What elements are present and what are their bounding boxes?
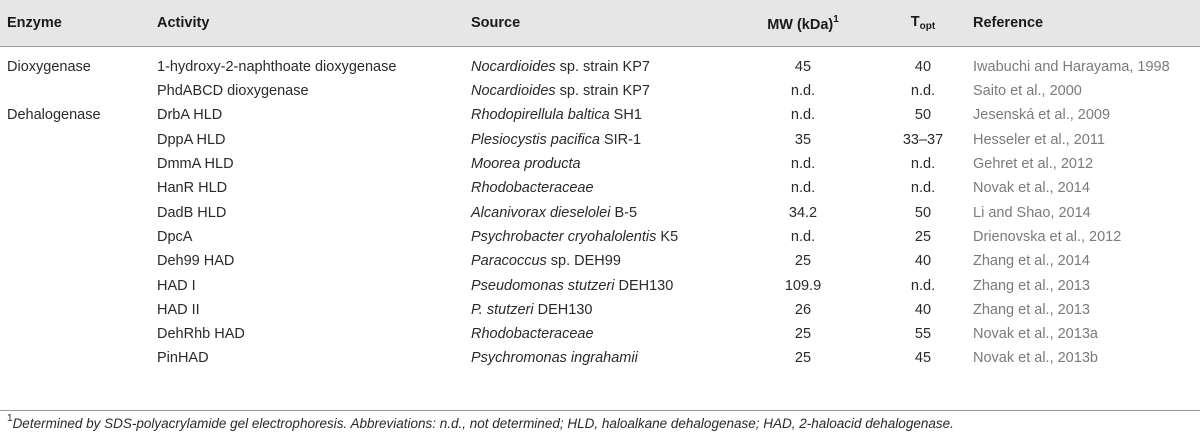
- source-organism: Nocardioides: [471, 59, 556, 75]
- source-organism: Alcanivorax dieselolei: [471, 204, 611, 221]
- cell-topt: n.d.: [910, 277, 936, 294]
- header-enzyme: Enzyme: [0, 0, 157, 47]
- source-strain: sp. DEH99: [546, 253, 621, 270]
- cell-mw: 35: [794, 131, 812, 148]
- cell-enzyme: [0, 128, 157, 152]
- footnote: [7, 413, 954, 431]
- cell-activity: DppA HLD: [157, 131, 226, 148]
- cell-reference: Novak et al., 2013b: [973, 350, 1098, 367]
- source-organism: Rhodobacteraceae: [471, 180, 594, 197]
- cell-activity: HAD I: [157, 277, 196, 294]
- header-topt-subscript: opt: [919, 21, 936, 32]
- source-organism: Paracoccus: [471, 253, 547, 270]
- cell-source: [471, 79, 733, 103]
- cell-activity: DpcA: [157, 228, 193, 245]
- cell-reference: Zhang et al., 2014: [973, 253, 1090, 270]
- cell-enzyme: [0, 249, 157, 273]
- cell-topt: 40: [914, 59, 932, 75]
- source-strain: B-5: [610, 204, 638, 221]
- header-mw: [733, 0, 873, 47]
- cell-mw: 26: [794, 301, 812, 318]
- cell-enzyme: [0, 346, 157, 370]
- table-row: [0, 273, 1200, 297]
- cell-reference: Gehret et al., 2012: [973, 156, 1094, 173]
- source-organism: Moorea producta: [471, 156, 581, 173]
- source-strain: sp. strain KP7: [555, 83, 650, 100]
- table-row: [0, 200, 1200, 224]
- cell-source: [471, 225, 733, 249]
- source-strain: sp. strain KP7: [555, 59, 650, 75]
- cell-topt: 40: [914, 253, 932, 270]
- cell-activity: HanR HLD: [157, 180, 228, 197]
- cell-topt: n.d.: [910, 83, 936, 100]
- source-organism: Rhodobacteraceae: [471, 326, 594, 343]
- source-strain: DEH130: [614, 277, 674, 294]
- cell-activity: 1-hydroxy-2-naphthoate dioxygenase: [157, 59, 397, 75]
- cell-reference: Iwabuchi and Harayama, 1998: [973, 59, 1170, 75]
- cell-reference: Zhang et al., 2013: [973, 277, 1090, 294]
- cell-reference: Novak et al., 2014: [973, 180, 1090, 197]
- cell-enzyme: [0, 298, 157, 322]
- cell-enzyme: [0, 322, 157, 346]
- header-reference: Reference: [973, 0, 1200, 47]
- header-source: Source: [471, 0, 733, 47]
- table-row: [0, 176, 1200, 200]
- cell-mw: 34.2: [788, 204, 818, 221]
- source-organism: Nocardioides: [471, 83, 556, 100]
- table-row: [0, 47, 1200, 80]
- cell-reference: Drienovska et al., 2012: [973, 228, 1122, 245]
- cell-activity: HAD II: [157, 301, 200, 318]
- footnote-mark: 1: [7, 413, 13, 424]
- cell-activity: PinHAD: [157, 350, 209, 367]
- cell-enzyme: [0, 273, 157, 297]
- cell-topt: 33–37: [902, 131, 944, 148]
- header-topt-label: T: [910, 14, 920, 30]
- cell-enzyme: [0, 152, 157, 176]
- cell-reference: Li and Shao, 2014: [973, 204, 1091, 221]
- header-mw-label: MW (kDa): [767, 16, 834, 33]
- table-body: [0, 47, 1200, 371]
- cell-topt: 40: [914, 301, 932, 318]
- cell-enzyme: [0, 79, 157, 103]
- header-activity: Activity: [157, 0, 471, 47]
- cell-mw: n.d.: [790, 107, 816, 124]
- header-row: [0, 0, 1200, 47]
- table-row: [0, 152, 1200, 176]
- cell-source: [471, 152, 733, 176]
- cell-mw: n.d.: [790, 83, 816, 100]
- cell-activity: DadB HLD: [157, 204, 227, 221]
- cell-reference: Zhang et al., 2013: [973, 301, 1090, 318]
- source-organism: Rhodopirellula baltica: [471, 107, 610, 124]
- cell-mw: 45: [794, 59, 812, 75]
- header-topt: [873, 0, 973, 47]
- cell-enzyme: Dioxygenase: [7, 59, 91, 75]
- cell-source: [471, 273, 733, 297]
- cell-mw: 25: [794, 253, 812, 270]
- source-organism: Psychromonas ingrahamii: [471, 350, 638, 367]
- cell-topt: 50: [914, 107, 932, 124]
- cell-reference: Saito et al., 2000: [973, 83, 1082, 100]
- table-row: [0, 322, 1200, 346]
- table-row: [0, 298, 1200, 322]
- source-strain: SIR-1: [599, 131, 642, 148]
- cell-topt: n.d.: [910, 156, 936, 173]
- cell-enzyme: Dehalogenase: [7, 107, 101, 124]
- cell-source: [471, 176, 733, 200]
- source-organism: Psychrobacter cryohalolentis: [471, 228, 657, 245]
- cell-reference: Novak et al., 2013a: [973, 326, 1098, 343]
- cell-mw: 25: [794, 326, 812, 343]
- cell-mw: 109.9: [784, 277, 822, 294]
- cell-activity: DrbA HLD: [157, 107, 223, 124]
- source-strain: SH1: [609, 107, 642, 124]
- cell-mw: n.d.: [790, 180, 816, 197]
- cell-activity: Deh99 HAD: [157, 253, 235, 270]
- table-row: [0, 128, 1200, 152]
- source-organism: P. stutzeri: [471, 301, 534, 318]
- cell-source: [471, 322, 733, 346]
- cell-source: [471, 103, 733, 127]
- table-bottom-rule: [0, 410, 1200, 411]
- cell-enzyme: [0, 200, 157, 224]
- cell-reference: Hesseler et al., 2011: [973, 131, 1105, 148]
- cell-source: [471, 128, 733, 152]
- table-row: [0, 225, 1200, 249]
- footnote-text: Determined by SDS-polyacrylamide gel electrophoresis. Abbreviations: n.d., not determined; HLD, haloalkane dehalogenase; HAD, 2-haloacid dehalogenase.: [12, 416, 954, 431]
- source-organism: Pseudomonas stutzeri: [471, 277, 615, 294]
- table-row: [0, 103, 1200, 127]
- cell-mw: n.d.: [790, 228, 816, 245]
- table-row: [0, 249, 1200, 273]
- cell-activity: PhdABCD dioxygenase: [157, 83, 309, 100]
- cell-topt: 50: [914, 204, 932, 221]
- cell-topt: 25: [914, 228, 932, 245]
- cell-reference: Jesenská et al., 2009: [973, 107, 1111, 124]
- cell-enzyme: [0, 225, 157, 249]
- table-row: [0, 79, 1200, 103]
- cell-topt: 45: [914, 350, 932, 367]
- cell-topt: n.d.: [910, 180, 936, 197]
- cell-activity: DmmA HLD: [157, 156, 234, 173]
- source-strain: K5: [656, 228, 679, 245]
- source-strain: DEH130: [533, 301, 593, 318]
- source-organism: Plesiocystis pacifica: [471, 131, 600, 148]
- cell-enzyme: [0, 176, 157, 200]
- header-mw-footnote-mark: 1: [833, 13, 839, 25]
- cell-source: [471, 200, 733, 224]
- cell-source: [471, 249, 733, 273]
- cell-activity: DehRhb HAD: [157, 326, 245, 343]
- cell-source: [471, 47, 733, 80]
- cell-source: [471, 298, 733, 322]
- cell-mw: n.d.: [790, 156, 816, 173]
- table-row: [0, 346, 1200, 370]
- cell-mw: 25: [794, 350, 812, 367]
- cell-source: [471, 346, 733, 370]
- cell-topt: 55: [914, 326, 932, 343]
